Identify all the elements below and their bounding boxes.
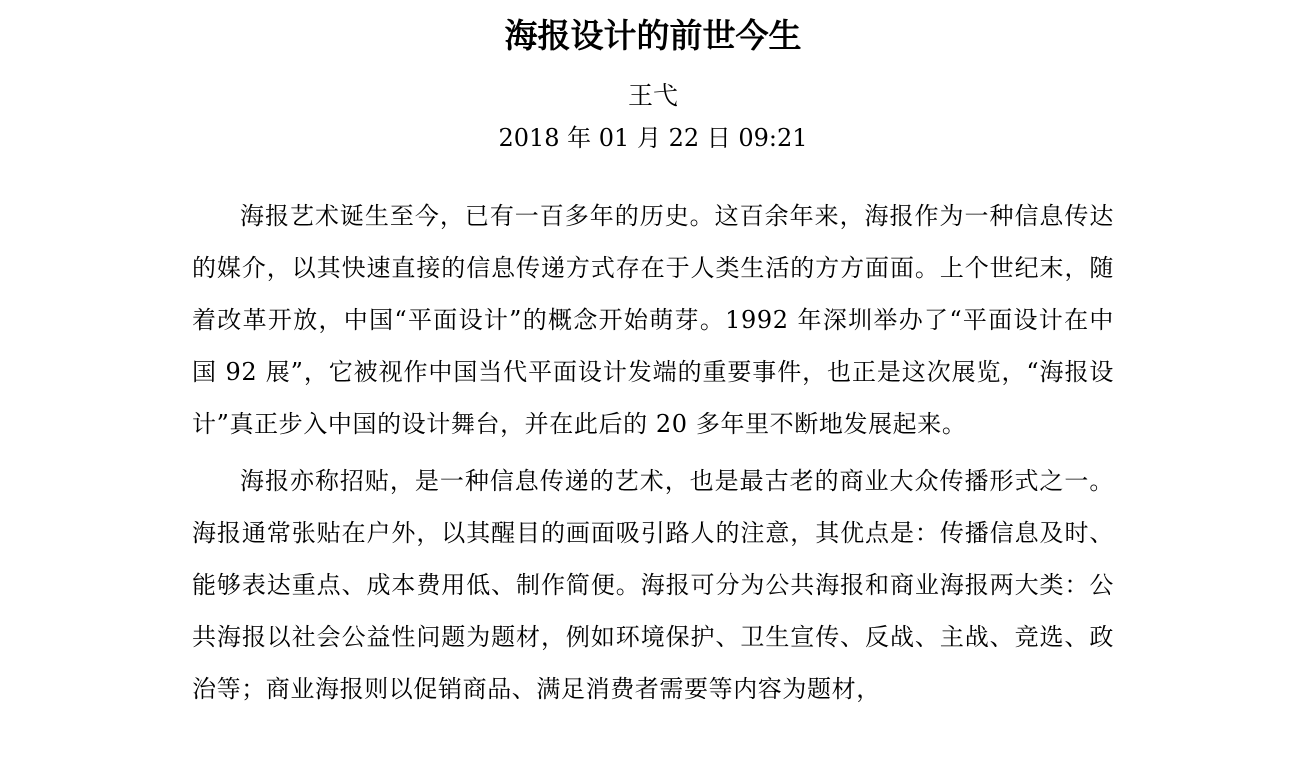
paragraph: 海报艺术诞生至今，已有一百多年的历史。这百余年来，海报作为一种信息传达的媒介，以其快速直接的信息传递方式存在于人类生活的方方面面。上个世纪末，随着改革开放，中国“平面设计”的概念开始萌芽。1992 年深圳举办了“平面设计在中国 92 展”，它被视作中国当代平面设计发端的重要事件，也正是这次展览，“海报设计”真正步入中国的设计舞台，并在此后的 20 多年里不断地发展起来。 [192, 202, 1114, 438]
article-title: 海报设计的前世今生 [504, 16, 802, 55]
article-date: 2018 年 01 月 22 日 09:21 [498, 124, 808, 152]
article-body [192, 190, 1114, 715]
article-author: 王弋 [627, 81, 678, 110]
paragraph: 海报亦称招贴，是一种信息传递的艺术，也是最古老的商业大众传播形式之一。海报通常张贴在户外，以其醒目的画面吸引路人的注意，其优点是：传播信息及时、能够表达重点、成本费用低、制作简便。海报可分为公共海报和商业海报两大类：公共海报以社会公益性问题为题材，例如环境保护、卫生宣传、反战、主战、竞选、政治等；商业海报则以促销商品、满足消费者需要等内容为题材， [192, 467, 1114, 703]
article [192, 0, 1114, 720]
